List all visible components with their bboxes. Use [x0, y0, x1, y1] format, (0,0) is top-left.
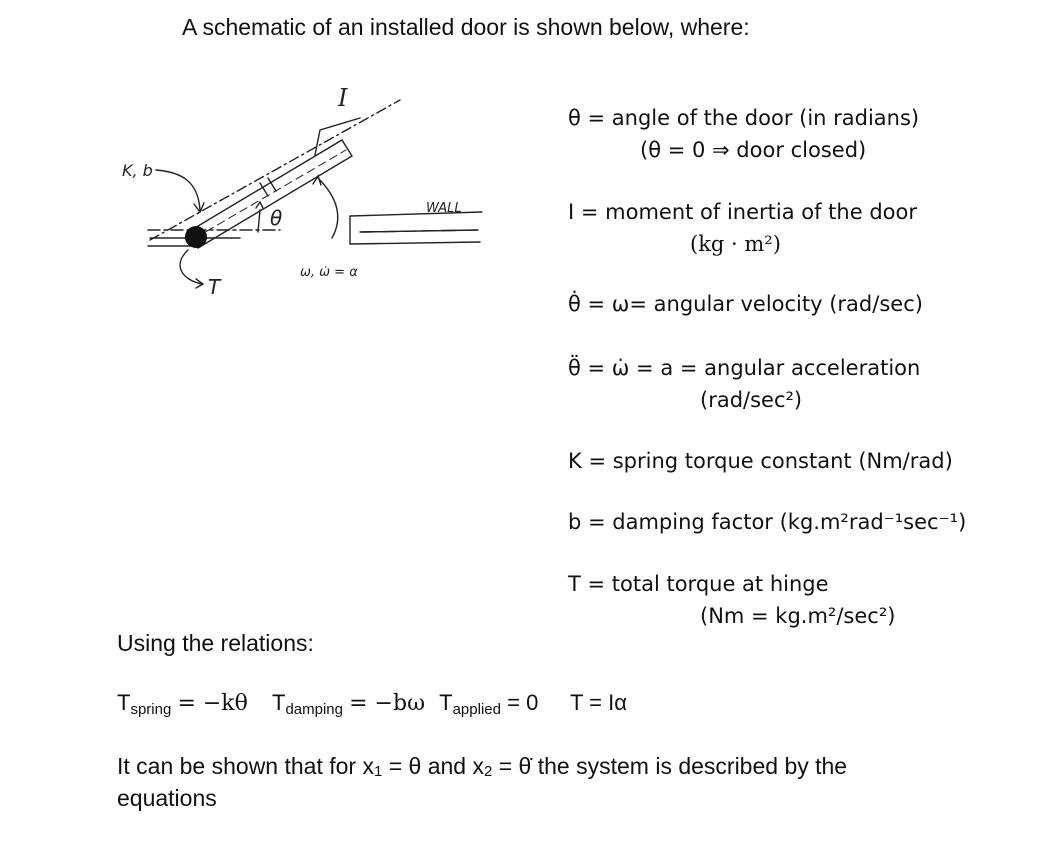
wall [350, 212, 482, 244]
def-torque: T = total torque at hinge [568, 572, 829, 596]
def-inertia-units: (kg · m²) [690, 232, 781, 256]
def-omega: θ̇ = ω= angular velocity (rad/sec) [568, 292, 923, 316]
relations-line [117, 690, 627, 716]
def-spring: K = spring torque constant (Nm/rad) [568, 449, 953, 473]
label-rates: ω, ω̇ = α [300, 265, 358, 280]
door-body [188, 140, 352, 248]
label-torque: T [208, 275, 221, 299]
newton-relation: T = Iα [570, 690, 627, 715]
def-inertia: I = moment of inertia of the door [568, 200, 917, 224]
damping-relation: Tdamping = −bω [272, 690, 426, 718]
applied-relation: Tapplied = 0 [439, 690, 539, 718]
label-wall: WALL [426, 201, 462, 216]
def-alpha: θ̈ = ω̇ = a = angular acceleration [568, 356, 921, 380]
label-inertia: I [338, 84, 348, 112]
label-angle: θ [270, 206, 283, 230]
conclusion-text: It can be shown that for x1 = θ and x2 = θ̇ the system is described by the equations [117, 753, 848, 811]
def-theta: θ = angle of the door (in radians) [568, 106, 920, 130]
using-relations-heading: Using the relations: [117, 630, 314, 656]
def-theta-note: (θ = 0 ⇒ door closed) [640, 138, 867, 162]
intro-text: A schematic of an installed door is shown below, where: [182, 14, 750, 40]
rotation-arc [318, 178, 338, 238]
torque-arrow [180, 250, 202, 284]
def-damping: b = damping factor (kg.m²rad⁻¹sec⁻¹) [568, 510, 967, 534]
door-schematic [110, 80, 510, 310]
spring-relation: Tspring = −kθ [117, 690, 248, 718]
label-spring-damping: K, b [122, 161, 153, 180]
hinge [185, 226, 207, 248]
def-alpha-units: (rad/sec²) [700, 388, 803, 412]
def-torque-units: (Nm = kg.m²/sec²) [700, 604, 896, 628]
